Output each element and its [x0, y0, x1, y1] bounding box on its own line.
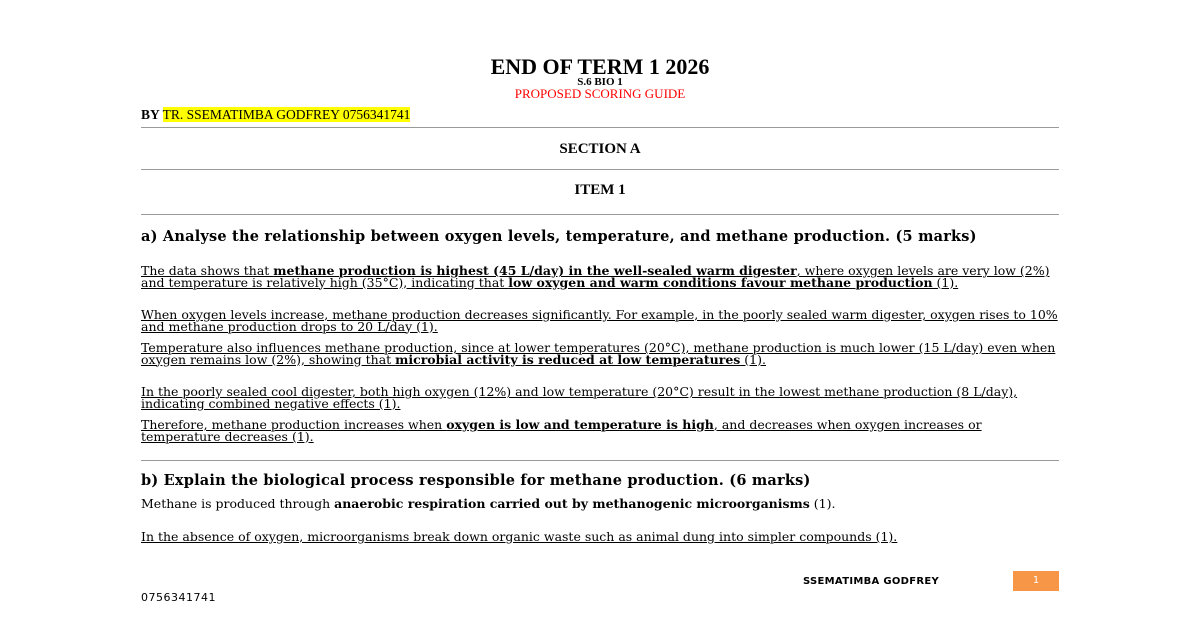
footer-phone: 0756341741 — [141, 591, 216, 604]
question-a: a) Analyse the relationship between oxygen levels, temperature, and methane production. (5 marks) — [141, 228, 977, 245]
divider — [141, 460, 1059, 461]
exam-subtitle: S.6 BIO 1 — [577, 76, 623, 88]
text-run: , where oxygen levels are very low (2%) and temperature is relatively high (35°C), indicating that — [141, 263, 1050, 290]
text-run: Temperature also influences methane production, since at lower temperatures (20°C), methane production is much lower (15 L/day) even when oxygen remains low (2%), showing that — [141, 340, 1056, 367]
answer-b-paragraph-1 — [141, 498, 1059, 510]
divider — [141, 214, 1059, 215]
answer-a-paragraph-2: When oxygen levels increase, methane production decreases significantly. For example, in the poorly sealed warm digester, oxygen rises to 10% and methane production drops to 20 L/day (1). — [141, 307, 1058, 334]
divider — [141, 127, 1059, 128]
page-number-box: 1 — [1013, 571, 1059, 591]
item-heading: ITEM 1 — [574, 182, 626, 198]
text-run: , and decreases when oxygen increases or temperature decreases (1). — [141, 417, 982, 444]
question-b: b) Explain the biological process responsible for methane production. (6 marks) — [141, 472, 811, 489]
text-run: (1). — [809, 496, 836, 511]
author-line — [141, 107, 410, 123]
author-highlight: TR. SSEMATIMBA GODFREY 0756341741 — [162, 107, 411, 122]
answer-a-paragraph-5 — [141, 419, 1059, 442]
exam-title: END OF TERM 1 2026 — [490, 54, 710, 79]
section-heading: SECTION A — [559, 141, 641, 157]
bold-run: anaerobic respiration carried out by methanogenic microorganisms — [334, 496, 810, 511]
bold-run: methane production is highest (45 L/day) in the well-sealed warm digester — [273, 263, 797, 278]
divider — [141, 169, 1059, 170]
answer-a-paragraph-3 — [141, 342, 1059, 365]
text-run: (1). — [932, 274, 959, 290]
answer-a-paragraph-1 — [141, 265, 1059, 288]
by-label: BY — [141, 107, 160, 122]
text-run: (1). — [740, 351, 766, 367]
scoring-guide-label: PROPOSED SCORING GUIDE — [514, 86, 686, 101]
footer-author: SSEMATIMBA GODFREY — [803, 576, 940, 587]
bold-run: microbial activity is reduced at low temperatures — [395, 351, 741, 367]
answer-a-paragraph-4: In the poorly sealed cool digester, both high oxygen (12%) and low temperature (20°C) result in the lowest methane production (8 L/day), indicating combined negative effects (1). — [141, 384, 1018, 411]
bold-run: low oxygen and warm conditions favour methane production — [508, 274, 933, 290]
bold-run: oxygen is low and temperature is high — [446, 417, 714, 432]
answer-b-paragraph-2: In the absence of oxygen, microorganisms break down organic waste such as animal dung into simpler compounds (1). — [141, 529, 898, 544]
text-run: Therefore, methane production increases when — [141, 417, 447, 432]
text-run: Methane is produced through — [141, 496, 335, 511]
text-run: The data shows that — [141, 263, 274, 278]
